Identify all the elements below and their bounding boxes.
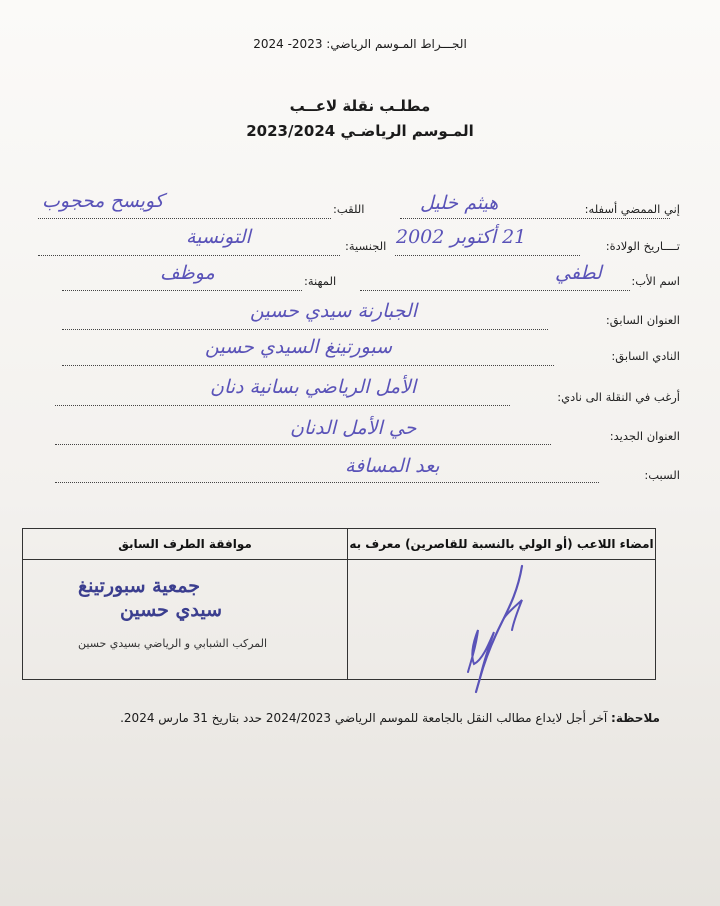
deadline-note: [120, 711, 660, 725]
player-signature-header: امضاء اللاعب (أو الولي بالنسبة للقاصرين) معرف به: [348, 529, 656, 560]
previous-address-label: العنوان السابق:: [605, 313, 680, 327]
surname-value: كويسح محجوب: [42, 190, 164, 212]
father-name-label: اسم الأب:: [631, 274, 680, 288]
new-address-label: العنوان الجديد:: [609, 429, 680, 443]
previous-address-line: [62, 329, 548, 330]
new-address-value: حي الأمل الدنان: [290, 417, 417, 439]
previous-club-value: سبورتينغ السيدي حسين: [205, 336, 393, 358]
signer-line: [400, 218, 670, 219]
note-prefix: ملاحظة:: [611, 711, 660, 725]
birthdate-label: تــــاريخ الولادة:: [605, 239, 680, 253]
transfer-club-value: الأمل الرياضي بسانية دنان: [210, 376, 417, 398]
transfer-club-label: أرغب في النقلة الى نادي:: [557, 390, 680, 404]
profession-label: المهنة:: [304, 274, 337, 288]
signer-value: هيثم خليل: [420, 192, 499, 214]
reason-label: السبب:: [644, 468, 680, 482]
father-name-value: لطفي: [555, 262, 602, 284]
nationality-line: [38, 255, 340, 256]
signer-label: إني الممضي أسفله:: [584, 202, 680, 216]
profession-value: موظف: [160, 262, 215, 284]
form-title: مطلـب نقلة لاعــب: [289, 97, 431, 115]
birthdate-line: [395, 255, 580, 256]
birthdate-value: 21 أكتوبر 2002: [396, 226, 527, 248]
previous-party-approval-header: موافقة الطرف السابق: [23, 529, 348, 560]
note-text: آخر أجل لايداع مطالب النقل بالجامعة للموسم الرياضي 2024/2023 حدد بتاريخ 31 مارس 2024.: [120, 711, 608, 725]
surname-line: [38, 218, 331, 219]
reason-line: [55, 482, 599, 483]
profession-line: [62, 290, 302, 291]
reason-value: بعد المسافة: [345, 455, 440, 477]
father-name-line: [360, 290, 630, 291]
transfer-club-line: [55, 405, 510, 406]
stamp-name-line2: سيدي حسين: [120, 599, 223, 621]
header-season-line: الجـــراط المـوسم الرياضي: 2023- 2024: [253, 37, 467, 51]
previous-club-label: النادي السابق:: [611, 349, 680, 363]
club-stamp: [60, 575, 290, 655]
previous-club-line: [62, 365, 554, 366]
new-address-line: [55, 444, 551, 445]
stamp-caption: المركب الشبابي و الرياضي بسيدي حسين: [78, 637, 268, 650]
nationality-label: الجنسية:: [345, 239, 387, 253]
nationality-value: التونسية: [186, 226, 251, 248]
surname-label: اللقب:: [333, 202, 365, 216]
stamp-name-line1: جمعية سبورتينغ: [78, 575, 200, 597]
form-subtitle-season: المـوسم الرياضـي 2023/2024: [246, 122, 474, 140]
player-signature-scribble: [460, 560, 540, 700]
previous-address-value: الجبارنة سيدي حسين: [250, 300, 417, 322]
